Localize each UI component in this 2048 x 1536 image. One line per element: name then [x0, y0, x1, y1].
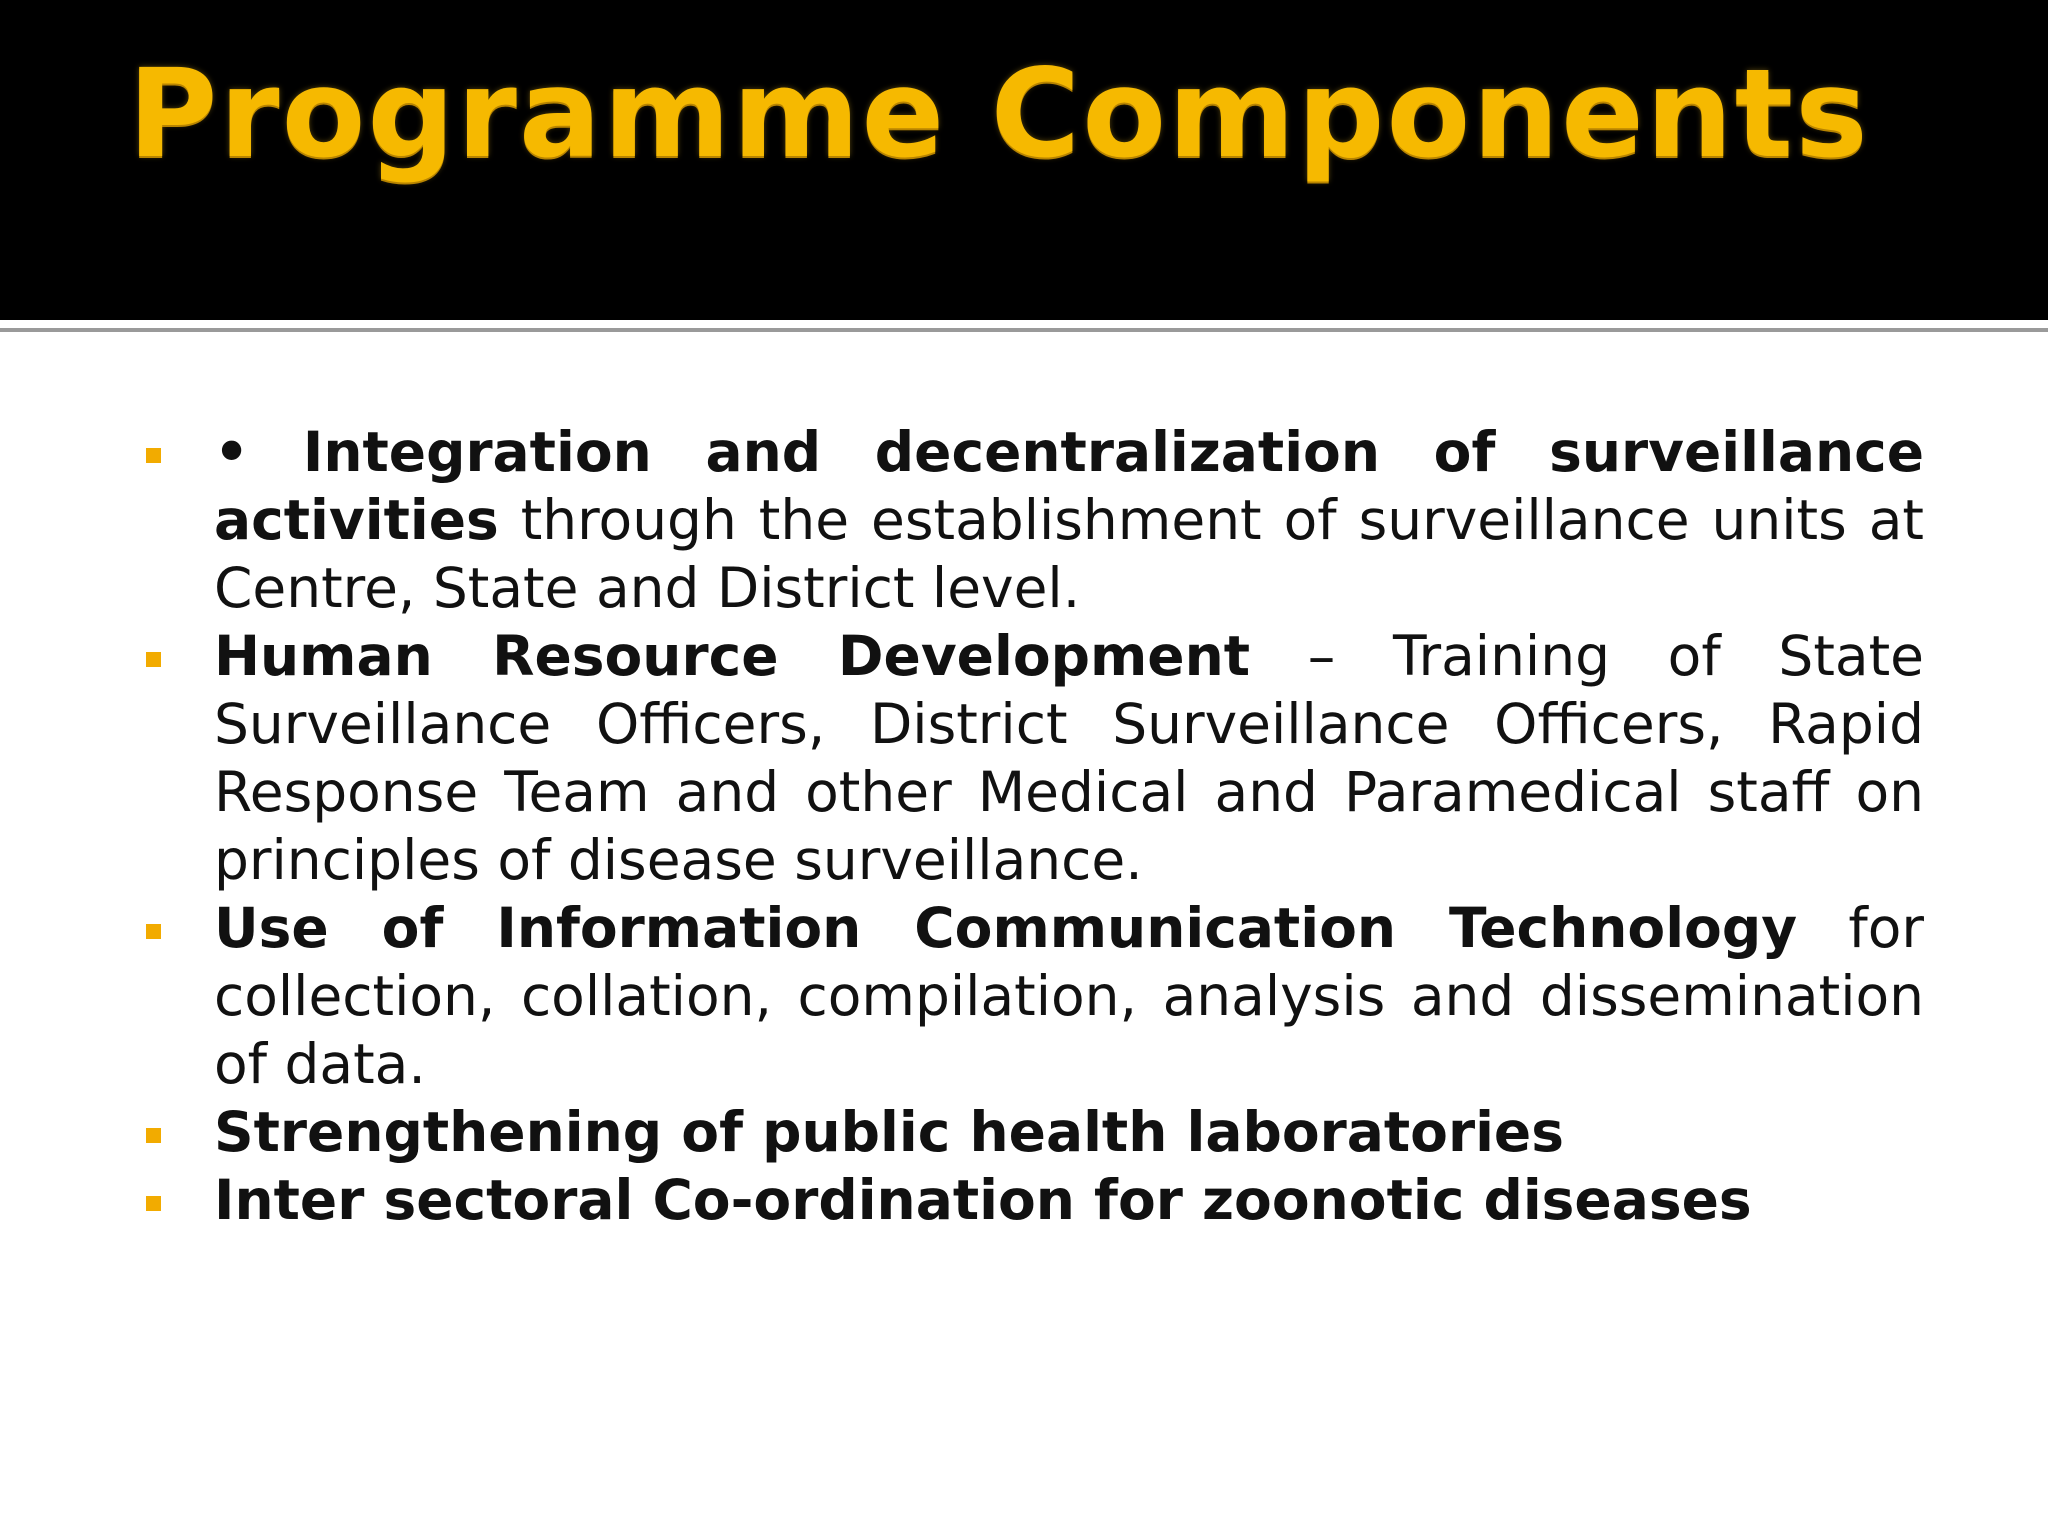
bullet-heading: Use of Information Communication Technology — [214, 896, 1798, 960]
square-bullet-icon — [146, 448, 161, 463]
bullet-text: – Training of State Surveillance Officers, District Surveillance Officers, Rapid Response Team and other Medical and Paramedical staff on principles of disease surveillance. — [214, 624, 1924, 892]
bullet-list — [140, 418, 1924, 1234]
slide-body — [140, 418, 1924, 1234]
square-bullet-icon — [146, 1196, 161, 1211]
bullet-heading: Inter sectoral Co-ordination for zoonotic diseases — [214, 1168, 1752, 1232]
title-divider — [0, 328, 2048, 332]
square-bullet-icon — [146, 652, 161, 667]
slide-title: Programme Components — [128, 43, 1870, 185]
bullet-heading: Human Resource Development — [214, 624, 1251, 688]
bullet-item-zoonotic — [140, 1166, 1924, 1234]
bullet-item-hrd — [140, 622, 1924, 894]
bullet-item-laboratories — [140, 1098, 1924, 1166]
bullet-heading: • Integration and decentralization of surveillance activities — [214, 420, 1924, 552]
square-bullet-icon — [146, 1128, 161, 1143]
bullet-text: for collection, collation, compilation, analysis and dissemination of data. — [214, 896, 1925, 1096]
square-bullet-icon — [146, 924, 161, 939]
bullet-text: through the establishment of surveillance units at Centre, State and District level. — [214, 488, 1924, 620]
title-bar — [0, 0, 2048, 320]
bullet-item-ict — [140, 894, 1924, 1098]
bullet-item-integration — [140, 418, 1924, 622]
bullet-heading: Strengthening of public health laboratories — [214, 1100, 1564, 1164]
